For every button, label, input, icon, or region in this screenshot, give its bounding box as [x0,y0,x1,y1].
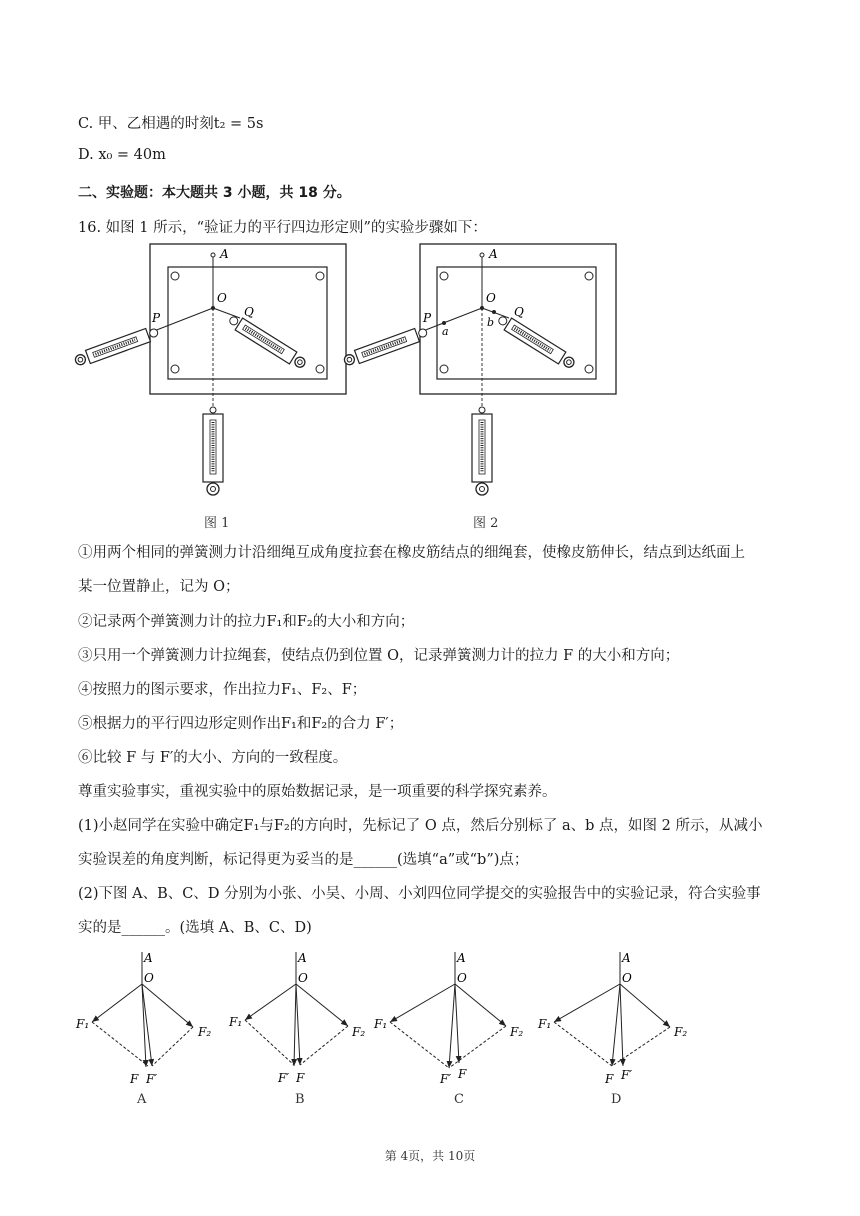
option-d-caption: D [611,1092,622,1107]
option-d-label-bottom-left: F [605,1072,614,1086]
option-c-label-f1: F₁ [374,1017,388,1031]
fig2-label-q: Q [514,305,524,319]
question-stem: 16. 如图 1 所示，“验证力的平行四边形定则”的实验步骤如下： [78,220,487,236]
option-d-label-f2: F₂ [674,1025,688,1039]
option-diagrams [70,942,710,1092]
option-b-label-o: O [298,971,308,985]
option-b-label-bottom-right: F [296,1071,305,1085]
option-d-diagram [537,951,687,1086]
option-c-label-a: A [457,951,466,965]
option-d-label-o: O [622,971,632,985]
step-1-line-1: ①用两个相同的弹簧测力计沿细绳互成角度拉套在橡皮筋结点的细绳套，使橡皮筋伸长，结点到达纸面上 [78,545,745,561]
option-c-label-bottom-left: F′ [440,1072,452,1086]
option-b-label-a: A [298,951,307,965]
section-title: 二、实验题：本大题共 3 小题，共 18 分。 [78,185,351,201]
sub-question-1-line-1: (1)小赵同学在实验中确定F₁与F₂的方向时，先标记了 O 点，然后分别标了 a、b 点，如图 2 所示，从减小 [78,818,763,834]
note-text: 尊重实验事实，重视实验中的原始数据记录，是一项重要的科学探究素养。 [78,784,557,800]
step-3: ③只用一个弹簧测力计拉绳套，使结点仍到位置 O，记录弹簧测力计的拉力 F 的大小和方向； [78,648,680,664]
step-1-line-2: 某一位置静止，记为 O； [78,579,240,595]
option-d-text: D. x₀ = 40m [78,147,166,163]
fig1-label-a: A [220,247,229,261]
fig2-label-point-a: a [442,325,449,338]
option-c-label-bottom-right: F [458,1067,467,1081]
option-a-label-bottom-left: F [130,1072,139,1086]
option-c-label-o: O [457,971,467,985]
option-a-diagram [75,951,211,1086]
fig2-label-p: P [423,311,432,325]
step-6: ⑥比较 F 与 F′的大小、方向的一致程度。 [78,750,348,766]
option-d-label-a: A [622,951,631,965]
fig2-label-point-b: b [487,316,495,329]
fig1-label-p: P [152,311,161,325]
option-c-text: C. 甲、乙相遇的时刻t₂ = 5s [78,116,264,132]
option-b-label-bottom-left: F′ [278,1071,290,1085]
option-b-label-f1: F₁ [229,1015,243,1029]
page-footer: 第 4页，共 10页 [384,1149,476,1163]
figure-2 [342,244,616,495]
sub-question-2-line-2: 实的是______。(选填 A、B、C、D) [78,920,312,936]
fig1-label-o: O [217,291,227,305]
experiment-figures [70,238,630,538]
sub-question-1-line-2: 实验误差的角度判断，标记得更为妥当的是______(选填“a”或“b”)点； [78,852,529,868]
fig1-label-q: Q [244,305,254,319]
figure-1-caption: 图 1 [204,516,230,531]
option-b-label-f2: F₂ [352,1025,366,1039]
option-c-label-f2: F₂ [510,1025,524,1039]
fig2-label-a: A [489,247,498,261]
option-b-caption: B [295,1092,305,1107]
option-a-label-f1: F₁ [76,1017,90,1031]
option-c-diagram [373,951,523,1086]
figure-1 [73,244,346,495]
figure-2-caption: 图 2 [473,516,499,531]
option-d-label-bottom-right: F′ [621,1068,633,1082]
step-4: ④按照力的图示要求，作出拉力F₁、F₂、F； [78,682,367,698]
option-a-label-f2: F₂ [198,1025,212,1039]
step-2: ②记录两个弹簧测力计的拉力F₁和F₂的大小和方向； [78,614,415,630]
option-d-label-f1: F₁ [538,1017,552,1031]
option-a-label-o: O [144,971,154,985]
fig2-label-o: O [486,291,496,305]
option-a-caption: A [137,1092,147,1107]
option-a-label-a: A [144,951,153,965]
option-b-diagram [228,951,365,1085]
option-c-caption: C [454,1092,464,1107]
option-a-label-bottom-right: F′ [146,1072,158,1086]
step-5: ⑤根据力的平行四边形定则作出F₁和F₂的合力 F′； [78,716,404,732]
sub-question-2-line-1: (2)下图 A、B、C、D 分别为小张、小吴、小周、小刘四位同学提交的实验报告中的实验记录，符合实验事 [78,886,761,902]
